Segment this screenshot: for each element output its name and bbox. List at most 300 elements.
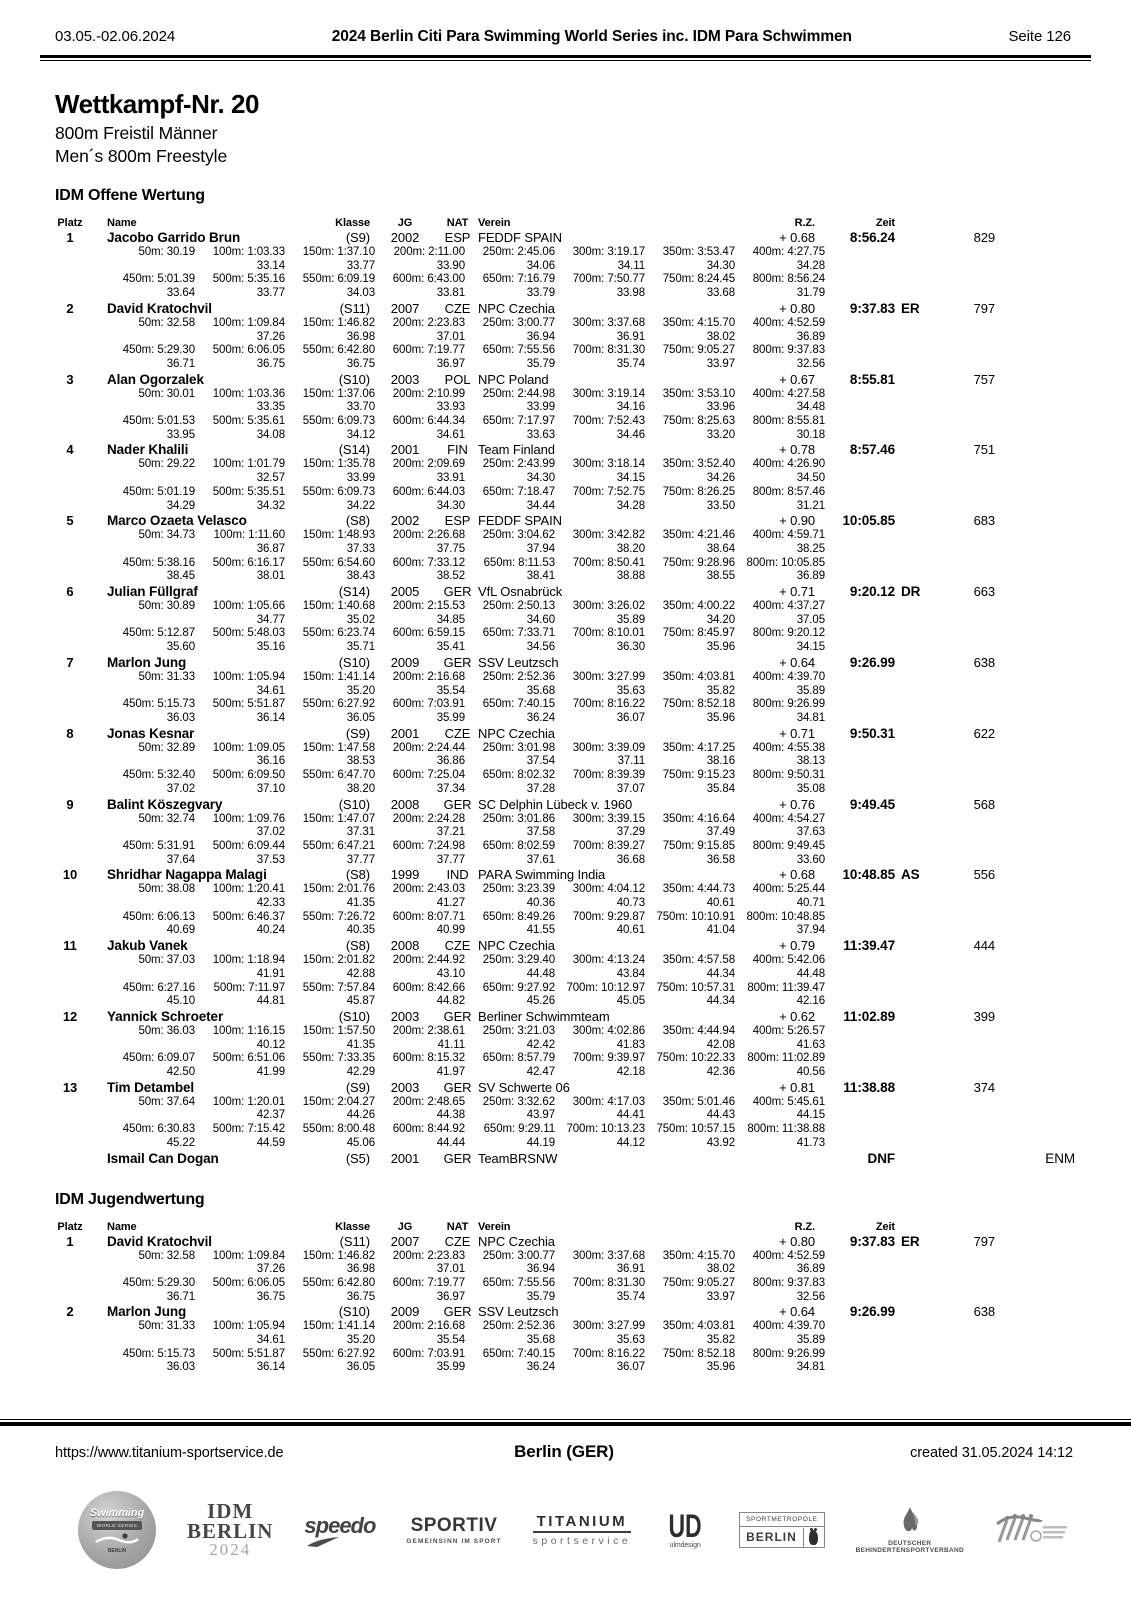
laps-row-1 [65, 1109, 1131, 1123]
final-time: 11:02.89 [843, 1008, 895, 1024]
laps-row-2 [65, 854, 1131, 868]
lap-time [65, 1263, 195, 1277]
status-note [995, 938, 1075, 954]
wps-swimming-label: Swimming [89, 1506, 145, 1519]
split-time: 700m: 7:52.43 [572, 415, 645, 428]
split-time: 800m: 10:48.85 [746, 910, 825, 923]
laps-row-1 [65, 968, 1131, 982]
ranking-section [0, 1191, 1131, 1376]
idm-berlin-2024-logo [187, 1501, 274, 1559]
split-time: 800m: 8:55.81 [752, 415, 825, 428]
lap-time: 42.50 [166, 1066, 195, 1079]
column-header-klasse: Klasse [335, 1220, 370, 1233]
split-time: 500m: 6:16.17 [212, 556, 285, 569]
final-time: DNF [867, 1150, 895, 1166]
laps-row-2 [65, 570, 1131, 584]
lap-time: 35.54 [436, 1334, 465, 1347]
split-time: 200m: 2:16.68 [392, 670, 465, 683]
splits-row-2 [65, 982, 1131, 996]
table-header-row [55, 216, 1131, 230]
result-row [0, 230, 1131, 301]
lap-time: 35.68 [526, 684, 555, 697]
points: 638 [973, 654, 995, 670]
birth-year: 1999 [390, 867, 420, 883]
lap-time: 41.91 [256, 967, 285, 980]
split-time: 800m: 10:05.85 [746, 556, 825, 569]
titanium-wordmark: TITANIUM [533, 1513, 632, 1533]
lap-time: 36.91 [616, 1263, 645, 1276]
lap-time: 38.53 [346, 755, 375, 768]
lap-time: 45.06 [346, 1136, 375, 1149]
idm-berlin-line: BERLIN [186, 1519, 274, 1543]
split-time: 150m: 1:41.14 [302, 1320, 375, 1333]
split-time: 100m: 1:09.76 [212, 812, 285, 825]
split-time: 300m: 3:37.68 [572, 316, 645, 329]
split-time: 400m: 4:59.71 [752, 529, 825, 542]
split-time: 250m: 3:29.40 [482, 954, 555, 967]
nation: GER [443, 796, 472, 812]
lap-time: 38.43 [346, 570, 375, 583]
split-time: 800m: 9:37.83 [752, 344, 825, 357]
split-time: 450m: 5:01.39 [122, 273, 195, 286]
split-time: 750m: 10:57.15 [656, 1123, 735, 1136]
lap-time: 35.74 [616, 357, 645, 370]
split-time: 750m: 8:45.97 [662, 627, 735, 640]
points: 399 [973, 1008, 995, 1024]
split-time: 600m: 8:42.66 [392, 981, 465, 994]
split-time: 650m: 9:27.92 [482, 981, 555, 994]
lap-time: 33.97 [706, 1290, 735, 1303]
lap-time: 34.26 [706, 472, 735, 485]
reaction-time: + 0.81 [779, 1079, 815, 1095]
reaction-time: + 0.90 [779, 513, 815, 529]
athlete-name: Jakub Vanek [107, 938, 188, 954]
lap-time: 40.24 [256, 924, 285, 937]
status-note [995, 726, 1075, 742]
split-time: 500m: 5:51.87 [212, 1347, 285, 1360]
laps-row-2 [65, 500, 1131, 514]
reaction-time: + 0.80 [779, 300, 815, 316]
split-time: 400m: 4:39.70 [752, 670, 825, 683]
birth-year: 2001 [390, 725, 420, 741]
final-time: 10:48.85 [842, 867, 895, 883]
classification: (S10) [338, 371, 370, 387]
split-time: 250m: 2:52.36 [482, 1320, 555, 1333]
split-time: 800m: 9:50.31 [752, 769, 825, 782]
result-main-row [55, 1080, 1131, 1096]
lap-time: 36.24 [526, 1361, 555, 1374]
lap-time: 36.86 [436, 755, 465, 768]
split-time: 150m: 2:04.27 [302, 1095, 375, 1108]
nation: FIN [447, 442, 468, 458]
lap-time [65, 1039, 195, 1053]
lap-time: 36.97 [436, 1290, 465, 1303]
ranking-section [0, 187, 1131, 1167]
split-time: 500m: 6:51.06 [212, 1052, 285, 1065]
nation: GER [443, 584, 472, 600]
lap-time: 38.25 [796, 542, 825, 555]
table-body [0, 1234, 1131, 1376]
split-time: 200m: 2:11.00 [393, 246, 465, 258]
points: 683 [973, 513, 995, 529]
split-time: 600m: 7:24.98 [392, 839, 465, 852]
footer-url-link[interactable]: https://www.titanium-sportservice.de [55, 1445, 284, 1461]
swimming-figures-icon [995, 1510, 1069, 1550]
lap-time: 38.64 [706, 542, 735, 555]
split-time: 600m: 8:07.71 [392, 910, 465, 923]
birth-year: 2002 [390, 513, 420, 529]
split-time: 450m: 5:01.19 [122, 485, 195, 498]
lap-time: 35.20 [346, 1334, 375, 1347]
birth-year: 2008 [390, 938, 420, 954]
split-time: 500m: 5:35.16 [212, 273, 285, 286]
club: NPC Czechia [478, 938, 555, 954]
points: 568 [973, 796, 995, 812]
idm-line: IDM [207, 1499, 254, 1523]
lap-time: 32.56 [796, 357, 825, 370]
split-time: 100m: 1:09.84 [212, 316, 285, 329]
lap-time: 34.22 [346, 499, 375, 512]
lap-time: 38.20 [616, 542, 645, 555]
classification: (S11) [339, 300, 370, 316]
lap-time: 34.28 [796, 259, 825, 272]
splits-row-2 [65, 1348, 1131, 1362]
lap-time: 44.38 [436, 1109, 465, 1122]
lap-time: 44.19 [526, 1136, 555, 1149]
lap-time [65, 543, 195, 557]
laps-row-2 [65, 1066, 1131, 1080]
split-time: 200m: 2:26.68 [392, 529, 465, 542]
lap-time: 37.31 [346, 826, 375, 839]
ud-ulmdesign-logo [662, 1508, 708, 1549]
status-note [995, 867, 1075, 883]
athlete-name: Balint Köszegvary [107, 796, 223, 812]
lap-time: 41.63 [796, 1038, 825, 1051]
split-time: 350m: 4:57.58 [662, 954, 735, 967]
laps-row-1 [65, 472, 1131, 486]
lap-time: 35.41 [436, 641, 465, 654]
split-time: 500m: 5:35.51 [212, 485, 285, 498]
split-time: 200m: 2:10.99 [392, 387, 465, 400]
reaction-time: + 0.76 [779, 796, 815, 812]
split-time: 750m: 9:05.27 [662, 344, 735, 357]
lap-time: 41.99 [256, 1066, 285, 1079]
result-main-row [55, 372, 1131, 388]
split-time: 250m: 3:01.86 [482, 812, 555, 825]
split-time: 50m: 37.03 [138, 954, 195, 967]
final-time: 9:26.99 [849, 654, 895, 670]
splits-row-2 [65, 911, 1131, 925]
splits-row-2 [65, 627, 1131, 641]
split-time: 700m: 7:52.75 [572, 485, 645, 498]
result-main-row [55, 1234, 1131, 1250]
split-time: 100m: 1:03.33 [212, 246, 285, 258]
athlete-name: Alan Ogorzalek [107, 371, 204, 387]
split-time: 750m: 10:57.31 [656, 981, 735, 994]
nation: GER [443, 1150, 472, 1166]
classification: (S8) [345, 867, 370, 883]
result-row [0, 655, 1131, 726]
split-time: 200m: 2:09.69 [392, 458, 465, 471]
lap-time: 44.15 [796, 1109, 825, 1122]
split-time: 800m: 9:26.99 [752, 698, 825, 711]
record-suffix [895, 797, 935, 813]
lap-time: 36.03 [166, 1361, 195, 1374]
split-time: 150m: 2:01.82 [302, 954, 375, 967]
nation: POL [444, 371, 471, 387]
birth-year: 2008 [390, 796, 420, 812]
status-note [995, 655, 1075, 671]
event-name-english: Men´s 800m Freestyle [55, 146, 228, 166]
split-time: 600m: 7:03.91 [392, 1347, 465, 1360]
lap-time: 36.14 [256, 1361, 285, 1374]
table-body [0, 230, 1131, 1167]
record-suffix [895, 230, 935, 246]
lap-time: 37.10 [256, 782, 285, 795]
laps-row-1 [65, 897, 1131, 911]
split-time: 650m: 7:16.79 [482, 273, 555, 286]
lap-time: 34.61 [436, 428, 465, 441]
lap-time: 37.54 [526, 755, 555, 768]
lap-time: 33.90 [436, 259, 465, 272]
lap-time: 35.89 [796, 1334, 825, 1347]
classification: (S11) [339, 1233, 370, 1249]
dbs-line-1: DEUTSCHER [888, 1540, 932, 1547]
reaction-time: + 0.80 [779, 1233, 815, 1249]
lap-time: 44.43 [706, 1109, 735, 1122]
lap-time: 36.98 [346, 1263, 375, 1276]
lap-time: 41.83 [616, 1038, 645, 1051]
lap-time: 36.89 [796, 330, 825, 343]
status-note [995, 1009, 1075, 1025]
split-time: 400m: 4:52.59 [752, 316, 825, 329]
splits-row-1 [65, 388, 1131, 402]
rank: 2 [66, 1304, 74, 1320]
split-time: 600m: 6:44.03 [392, 485, 465, 498]
split-time: 100m: 1:20.01 [212, 1095, 285, 1108]
split-time: 700m: 8:31.30 [572, 344, 645, 357]
split-time: 50m: 30.89 [138, 600, 195, 613]
laps-row-1 [65, 685, 1131, 699]
split-time: 450m: 6:09.07 [122, 1052, 195, 1065]
rank: 12 [62, 1008, 78, 1024]
lap-time: 35.02 [346, 613, 375, 626]
lap-time: 37.94 [796, 924, 825, 937]
wps-berlin-label: BERLIN [107, 1547, 126, 1554]
result-main-row [55, 301, 1131, 317]
result-row [0, 1009, 1131, 1080]
split-time: 100m: 1:09.05 [212, 741, 285, 754]
ud-wordmark: UD [668, 1508, 702, 1544]
split-time: 550m: 6:09.73 [302, 485, 375, 498]
split-time: 650m: 7:33.71 [482, 627, 555, 640]
athlete-name: Nader Khalili [107, 442, 189, 458]
split-time: 750m: 10:10.91 [656, 910, 735, 923]
lap-time: 36.58 [706, 853, 735, 866]
lap-time: 37.34 [436, 782, 465, 795]
split-time: 200m: 2:24.44 [392, 741, 465, 754]
result-main-row [55, 726, 1131, 742]
lap-time: 34.32 [256, 499, 285, 512]
rank: 2 [66, 300, 74, 316]
result-row [0, 938, 1131, 1009]
split-time: 350m: 3:53.47 [662, 246, 735, 258]
record-suffix: AS [901, 867, 920, 883]
lap-time: 41.55 [526, 924, 555, 937]
world-para-swimming-badge-icon [78, 1491, 156, 1569]
split-time: 350m: 4:03.81 [662, 1320, 735, 1333]
laps-row-2 [65, 783, 1131, 797]
lap-time: 42.36 [706, 1066, 735, 1079]
split-time: 350m: 4:44.94 [662, 1024, 735, 1037]
splits-row-1 [65, 1096, 1131, 1110]
split-time: 500m: 6:09.44 [212, 839, 285, 852]
result-row [0, 513, 1131, 584]
athlete-name: Marlon Jung [107, 1304, 187, 1320]
split-time: 450m: 5:15.73 [122, 698, 195, 711]
final-time: 10:05.85 [842, 513, 895, 529]
result-row [0, 1234, 1131, 1305]
dbs-logo [856, 1506, 964, 1554]
split-time: 750m: 9:15.23 [662, 769, 735, 782]
club: FEDDF SPAIN [478, 513, 562, 529]
split-time: 700m: 9:39.97 [572, 1052, 645, 1065]
points: 797 [973, 300, 995, 316]
split-time: 550m: 7:33.35 [302, 1052, 375, 1065]
split-time: 450m: 5:01.53 [122, 415, 195, 428]
lap-time: 35.99 [436, 1361, 465, 1374]
splits-row-2 [65, 769, 1131, 783]
lap-time: 37.07 [616, 782, 645, 795]
split-time: 450m: 5:15.73 [122, 1347, 195, 1360]
split-time: 400m: 4:27.75 [752, 246, 825, 258]
splits-row-2 [65, 344, 1131, 358]
lap-time [65, 685, 195, 699]
header-rule-thick [40, 55, 1091, 58]
split-time: 450m: 6:06.13 [122, 910, 195, 923]
split-time: 700m: 10:13.23 [566, 1123, 645, 1136]
split-time: 150m: 1:48.93 [302, 529, 375, 542]
lap-time: 41.35 [346, 1038, 375, 1051]
lap-time: 38.01 [256, 570, 285, 583]
lap-time [65, 755, 195, 769]
lap-time: 33.77 [256, 287, 285, 300]
lap-time: 40.12 [256, 1038, 285, 1051]
split-time: 550m: 6:47.21 [302, 839, 375, 852]
status-note [995, 230, 1075, 246]
final-time: 8:56.24 [849, 230, 895, 245]
club: SSV Leutzsch [478, 654, 559, 670]
lap-time: 35.74 [616, 1290, 645, 1303]
swimming-figures-logo [995, 1510, 1069, 1550]
lap-time [65, 614, 195, 628]
lap-time: 42.29 [346, 1066, 375, 1079]
birth-year: 2009 [390, 1304, 420, 1320]
split-time: 450m: 5:12.87 [122, 627, 195, 640]
split-time: 200m: 2:23.83 [392, 316, 465, 329]
split-time: 50m: 30.01 [138, 387, 195, 400]
lap-time: 35.16 [256, 641, 285, 654]
split-time: 400m: 4:27.58 [752, 387, 825, 400]
result-row [0, 867, 1131, 938]
lap-time: 37.28 [526, 782, 555, 795]
lap-time: 33.97 [706, 357, 735, 370]
reaction-time: + 0.79 [779, 938, 815, 954]
final-time: 9:37.83 [849, 300, 895, 316]
lap-time: 34.15 [616, 472, 645, 485]
laps-row-2 [65, 712, 1131, 726]
laps-row-1 [65, 826, 1131, 840]
split-time: 250m: 2:43.99 [482, 458, 555, 471]
nation: GER [443, 1008, 472, 1024]
lap-time: 34.48 [796, 401, 825, 414]
lap-time: 35.82 [706, 1334, 735, 1347]
club: TeamBRSNW [478, 1150, 558, 1166]
rank: 1 [66, 1233, 74, 1249]
split-time: 600m: 6:43.00 [392, 273, 465, 286]
split-time: 200m: 2:38.61 [392, 1024, 465, 1037]
smb-berlin-label: BERLIN [746, 1530, 797, 1544]
lap-time: 35.71 [346, 641, 375, 654]
lap-time [65, 968, 195, 982]
status-note [995, 1080, 1075, 1096]
split-time: 100m: 1:20.41 [212, 883, 285, 896]
split-time: 150m: 1:37.10 [302, 246, 375, 258]
split-time: 550m: 6:09.73 [302, 415, 375, 428]
split-time: 50m: 29.22 [138, 458, 195, 471]
split-time: 100m: 1:05.94 [212, 1320, 285, 1333]
lap-time: 37.26 [256, 330, 285, 343]
split-time: 650m: 9:29.11 [483, 1123, 555, 1136]
lap-time: 37.94 [526, 542, 555, 555]
split-time: 300m: 3:19.17 [572, 246, 645, 258]
column-header-verein: Verein [478, 217, 511, 229]
header-rule-thin [40, 60, 1091, 61]
classification: (S8) [345, 938, 370, 954]
lap-time: 36.07 [616, 1361, 645, 1374]
club: VfL Osnabrück [478, 584, 563, 600]
lap-time: 45.05 [616, 995, 645, 1008]
final-time: 9:49.45 [849, 796, 895, 812]
splits-row-1 [65, 671, 1131, 685]
lap-time: 38.88 [616, 570, 645, 583]
lap-time: 36.91 [616, 330, 645, 343]
rank: 3 [66, 371, 74, 387]
split-time: 400m: 4:54.27 [752, 812, 825, 825]
club: SC Delphin Lübeck v. 1960 [478, 796, 633, 812]
lap-time: 35.84 [706, 782, 735, 795]
split-time: 100m: 1:18.94 [212, 954, 285, 967]
club: NPC Czechia [478, 300, 555, 316]
sportiv-wordmark: SPORTIV [410, 1515, 498, 1536]
lap-time: 33.95 [166, 428, 195, 441]
split-time: 500m: 6:09.50 [212, 769, 285, 782]
club: SV Schwerte 06 [478, 1079, 570, 1095]
titanium-sportservice-logo [533, 1513, 632, 1547]
status-note [995, 584, 1075, 600]
classification: (S10) [338, 654, 370, 670]
split-time: 400m: 4:55.38 [752, 741, 825, 754]
split-time: 350m: 4:44.73 [662, 883, 735, 896]
splits-row-1 [65, 246, 1131, 260]
nation: CZE [444, 300, 471, 316]
lap-time: 36.03 [166, 711, 195, 724]
split-time: 300m: 3:42.82 [572, 529, 645, 542]
reaction-time: + 0.64 [779, 1304, 815, 1320]
lap-time: 38.45 [166, 570, 195, 583]
lap-time: 42.42 [526, 1038, 555, 1051]
classification: (S8) [345, 513, 370, 529]
